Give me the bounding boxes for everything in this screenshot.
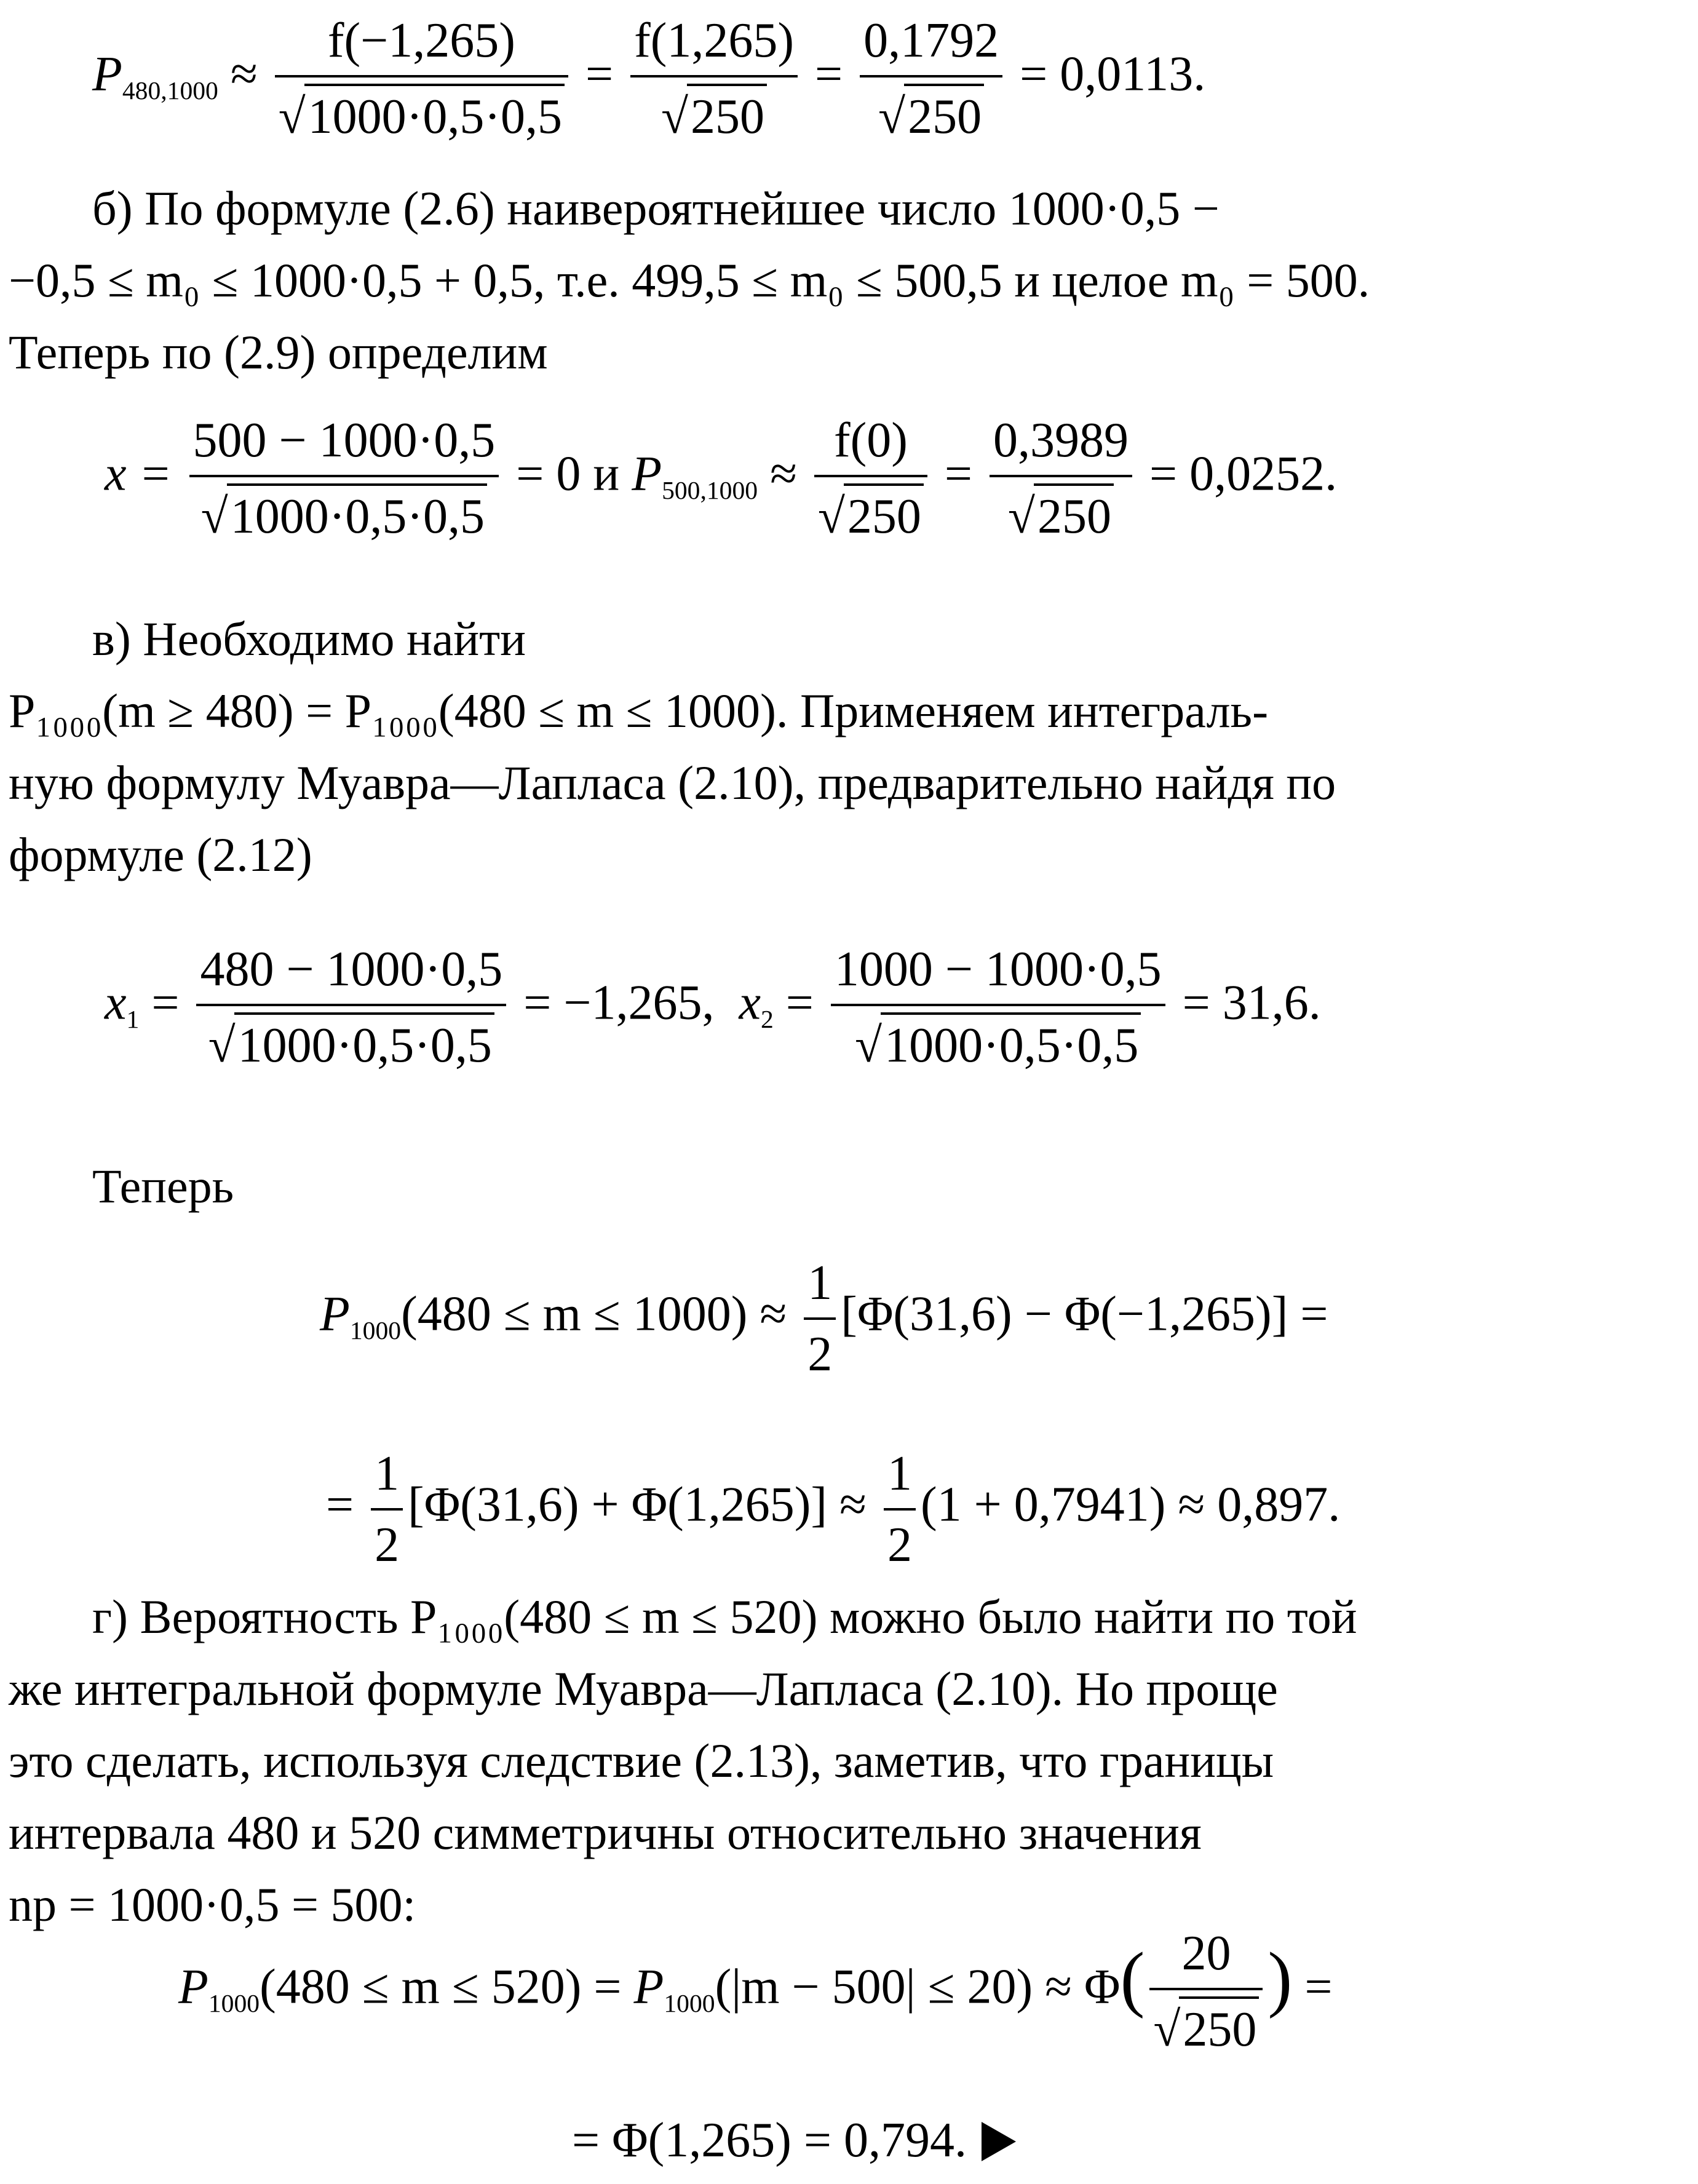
eq3-x2-sub: 2 [760, 1004, 774, 1033]
eq6-lhs-arg: (480 ≤ m ≤ 520) = [260, 1960, 622, 2014]
equation-integral-1 [320, 1255, 1328, 1383]
para-c-line1: в) Необходимо найти [92, 612, 526, 665]
eq5-half [371, 1445, 403, 1573]
paragraph-c [9, 603, 1681, 891]
eq1-frac3-den: 250 [904, 84, 984, 145]
eq5-mid: [Φ(31,6) + Φ(1,265)] ≈ [408, 1477, 867, 1532]
eq4-rhs: [Φ(31,6) − Φ(−1,265)] = [841, 1287, 1328, 1341]
eq6-lhs-sub: 1000 [208, 1988, 260, 2017]
eq3-frac1-den: 1000·0,5·0,5 [234, 1012, 494, 1074]
eq4-lhs-arg: (480 ≤ m ≤ 1000) ≈ [401, 1287, 787, 1341]
eq6-frac-num: 20 [1149, 1925, 1263, 1990]
eq1-frac2-den: 250 [687, 84, 767, 145]
eq2-frac2: $\frac{f(0)}{√250}$ [814, 412, 927, 545]
eq3-frac2: $\frac{1000 - 1000\cdot 0,5}{√1000\cdot 0,5\cdot 0,5}$ [831, 941, 1165, 1074]
eq2-p: P [632, 447, 662, 501]
eq5-lead: = [326, 1477, 354, 1532]
eq1-frac3-num: 0,1792 [860, 12, 1002, 77]
para-c-line4: формуле (2.12) [9, 828, 312, 881]
eq2-frac3-num: 0,3989 [990, 412, 1132, 477]
eq4-lhs-sub: 1000 [349, 1316, 402, 1344]
eq6-arg2: (|m − 500| ≤ 20) ≈ Φ [715, 1960, 1121, 2014]
eq3-x1: x [105, 975, 127, 1030]
para-d-line1: г) Вероятность P₁₀₀₀(480 ≤ m ≤ 520) можно было найти по той [92, 1590, 1357, 1643]
eq3-val1: = −1,265, [523, 975, 715, 1030]
eq5-half2-num: 1 [884, 1445, 916, 1511]
eq3-frac2-den: 1000·0,5·0,5 [881, 1012, 1141, 1074]
eq2-result: = 0,0252. [1149, 447, 1338, 501]
eq2-frac: $\frac{500 - 1000\cdot 0,5}{√1000\cdot 0,5\cdot 0,5}$ [189, 412, 499, 545]
eq6-tail: = [1304, 1960, 1333, 2014]
para-d-line4: интервала 480 и 520 симметричны относительно значения [9, 1806, 1202, 1859]
eq4-half-den: 2 [807, 1327, 833, 1381]
para-b-line2: −0,5 ≤ m₀ ≤ 1000·0,5 + 0,5, т.е. 499,5 ≤ m₀ ≤ 500,5 и целое m₀ = 500. [9, 253, 1370, 307]
eq5-half-den: 2 [375, 1518, 400, 1572]
eq1-frac1-den: 1000·0,5·0,5 [304, 84, 565, 145]
eq2-mid: = 0 и [516, 447, 620, 501]
para-d-line2: же интегральной формуле Муавра—Лапласа (2.10). Но проще [9, 1662, 1278, 1715]
eq3-frac1: $\frac{480 - 1000\cdot 0,5}{√1000\cdot 0,5\cdot 0,5}$ [196, 941, 506, 1074]
eq3-frac1-num: 480 − 1000·0,5 [196, 941, 506, 1006]
equation-final [572, 2113, 1016, 2167]
eq1-frac1: $\frac{f(-1,265)}{√1000\cdot 0,5\cdot 0,5}$ [275, 12, 568, 145]
eq2-frac2-num: f(0) [814, 412, 927, 477]
equation-p480: $P_{480,1000}$ ≈ $\frac{f(-1,265)}{√1000\cdot 0,5\cdot 0,5}$ = $\frac{f(1,265)}{√250}$ = $\frac{0,1792}{√250}$ = 0,0113. [92, 14, 1206, 144]
eq1-frac2: $\frac{f(1,265)}{√250}$ [630, 12, 798, 145]
eq5-half-num: 1 [371, 1445, 403, 1511]
para-c-line2: P₁₀₀₀(m ≥ 480) = P₁₀₀₀(480 ≤ m ≤ 1000). Применяем интеграль- [9, 684, 1269, 737]
eq6-frac-den: 250 [1179, 1996, 1259, 2058]
eq2-frac2-den: 250 [844, 483, 924, 545]
eq2-frac3-den: 250 [1034, 483, 1114, 545]
eq2-rel: ≈ [770, 447, 797, 501]
eq2-frac-num: 500 − 1000·0,5 [189, 412, 499, 477]
equation-integral-2 [326, 1445, 1340, 1573]
eq1-lhs-sub: 480,1000 [122, 76, 218, 105]
eq1-frac2-num: f(1,265) [630, 12, 798, 77]
eq3-val2: = 31,6. [1182, 975, 1321, 1030]
eq1-result: = 0,0113. [1020, 47, 1206, 101]
eq4-half-num: 1 [804, 1255, 836, 1320]
eq1-rel: ≈ [230, 47, 258, 101]
paragraph-b [9, 172, 1681, 388]
paragraph-d [9, 1581, 1681, 1940]
eq3-x2: x [739, 975, 761, 1030]
eq5-half2-den: 2 [887, 1518, 912, 1572]
equation-symmetric: $P_{1000}(480 \le m \le 520) = P_{1000}(|m - 500| \le 20) \approx \Phi$( $\frac{20}{√250}$ ) = [178, 1926, 1333, 2057]
eq5-half2 [884, 1445, 916, 1573]
para-b-line3: Теперь по (2.9) определим [9, 325, 548, 379]
eq4-half [804, 1255, 836, 1383]
eq7-text: = Φ(1,265) = 0,794. [572, 2113, 967, 2167]
eq1-frac1-num: f(−1,265) [275, 12, 568, 77]
now-label: Теперь [92, 1159, 234, 1213]
eq2-x: x = [105, 447, 172, 501]
eq6-lhs: P [178, 1960, 208, 2014]
eq3-frac2-num: 1000 − 1000·0,5 [831, 941, 1165, 1006]
eq6-frac: $\frac{20}{√250}$ [1149, 1925, 1263, 2058]
eq1-lhs: P [92, 47, 122, 101]
eq2-frac3: $\frac{0,3989}{√250}$ [990, 412, 1132, 545]
eq4-lhs: P [320, 1287, 350, 1341]
eq6-p2-sub: 1000 [664, 1988, 715, 2017]
equation-x1-x2: $x_1$ = $\frac{480 - 1000\cdot 0,5}{√1000\cdot 0,5\cdot 0,5}$ = −1,265, $x_2$ = $\frac{1000 - 1000\cdot 0,5}{√1000\cdot 0,5\cdot 0,5}$ = 31,6. [105, 942, 1321, 1073]
para-b-line1: б) По формуле (2.6) наивероятнейшее число 1000·0,5 − [92, 181, 1220, 235]
eq1-frac3: $\frac{0,1792}{√250}$ [860, 12, 1002, 145]
equation-x0: x = $\frac{500 - 1000\cdot 0,5}{√1000\cdot 0,5\cdot 0,5}$ = 0 и $P_{500,1000}$ ≈ $\frac{f(0)}{√250}$ = $\frac{0,3989}{√250}$ = 0,0252. [105, 413, 1338, 544]
eq5-tail: (1 + 0,7941) ≈ 0,897. [920, 1477, 1341, 1532]
para-d-line5: np = 1000·0,5 = 500: [9, 1878, 416, 1931]
para-c-line3: ную формулу Муавра—Лапласа (2.10), предварительно найдя по [9, 756, 1336, 809]
eq3-x1-sub: 1 [126, 1004, 140, 1033]
end-of-proof-triangle-icon [982, 2122, 1016, 2161]
eq6-p2: P [633, 1960, 664, 2014]
eq2-frac-den: 1000·0,5·0,5 [227, 483, 487, 545]
eq2-p-sub: 500,1000 [662, 475, 758, 504]
para-d-line3: это сделать, используя следствие (2.13), заметив, что границы [9, 1734, 1274, 1787]
